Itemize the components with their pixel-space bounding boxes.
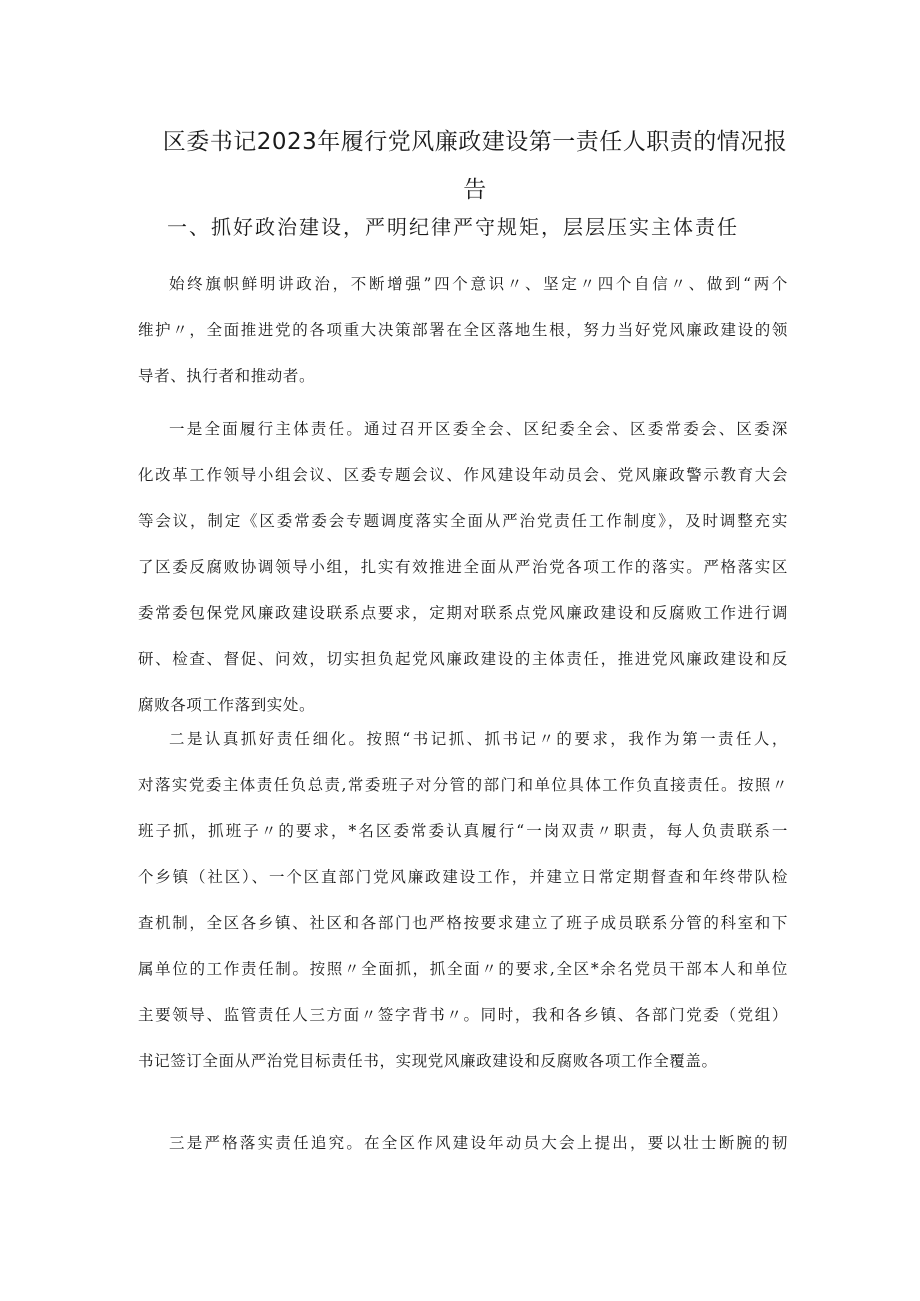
text-line: 等会议，制定《区委常委会专题调度落实全面从严治党责任工作制度》，及时调整充实 (138, 512, 788, 530)
paragraph-2 (138, 406, 788, 728)
document-title (130, 118, 820, 214)
text-line: 书记签订全面从严治党目标责任书，实现党风廉政建设和反腐败各项工作全覆盖。 (138, 1052, 718, 1070)
text-line: 研、检查、督促、问效，切实担负起党风廉政建设的主体责任，推进党风廉政建设和反 (138, 650, 788, 668)
text-line: 个乡镇（社区）、一个区直部门党风廉政建设工作，并建立日常定期督查和年终带队检 (138, 868, 788, 886)
text-line: 班子抓，抓班子〃的要求，*名区委常委认真履行“一岗双责〃职责，每人负责联系一 (138, 822, 788, 840)
section-heading: 一、抓好政治建设，严明纪律严守规矩，层层压实主体责任 (167, 215, 739, 239)
title-line: 区委书记2023年履行党风廉政建设第一责任人职责的情况报 (162, 129, 788, 155)
text-line: 三是严格落实责任追究。在全区作风建设年动员大会上提出，要以壮士断腕的韧 (169, 1134, 788, 1152)
text-line: 对落实党委主体责任负总责,常委班子对分管的部门和单位具体工作负直接责任。按照〃 (138, 776, 788, 794)
text-line: 查机制，全区各乡镇、社区和各部门也严格按要求建立了班子成员联系分管的科室和下 (138, 914, 788, 932)
text-line: 化改革工作领导小组会议、区委专题会议、作风建设年动员会、党风廉政警示教育大会 (138, 466, 788, 484)
text-line: 始终旗帜鲜明讲政治，不断增强”四个意识〃、坚定〃四个自信〃、做到“两个 (169, 275, 788, 293)
paragraph-1 (138, 261, 788, 399)
text-line: 了区委反腐败协调领导小组，扎实有效推进全面从严治党各项工作的落实。严格落实区 (138, 558, 788, 576)
text-line: 属单位的工作责任制。按照〃全面抓，抓全面〃的要求,全区*余名党员干部本人和单位 (138, 960, 788, 978)
text-line: 维护〃，全面推进党的各项重大决策部署在全区落地生根，努力当好党风廉政建设的领 (138, 321, 788, 339)
text-line: 主要领导、监管责任人三方面〃签字背书〃。同时，我和各乡镇、各部门党委（党组） (138, 1006, 788, 1024)
paragraph-4 (138, 1120, 788, 1166)
text-line: 腐败各项工作落到实处。 (138, 696, 316, 714)
paragraph-3 (138, 716, 788, 1084)
title-line: 告 (463, 177, 487, 203)
text-line: 导者、执行者和推动者。 (138, 367, 316, 385)
text-line: 委常委包保党风廉政建设联系点要求，定期对联系点党风廉政建设和反腐败工作进行调 (138, 604, 788, 622)
text-line: 一是全面履行主体责任。通过召开区委全会、区纪委全会、区委常委会、区委深 (169, 420, 788, 438)
text-line: 二是认真抓好责任细化。按照“书记抓、抓书记〃的要求，我作为第一责任人， (169, 730, 788, 748)
